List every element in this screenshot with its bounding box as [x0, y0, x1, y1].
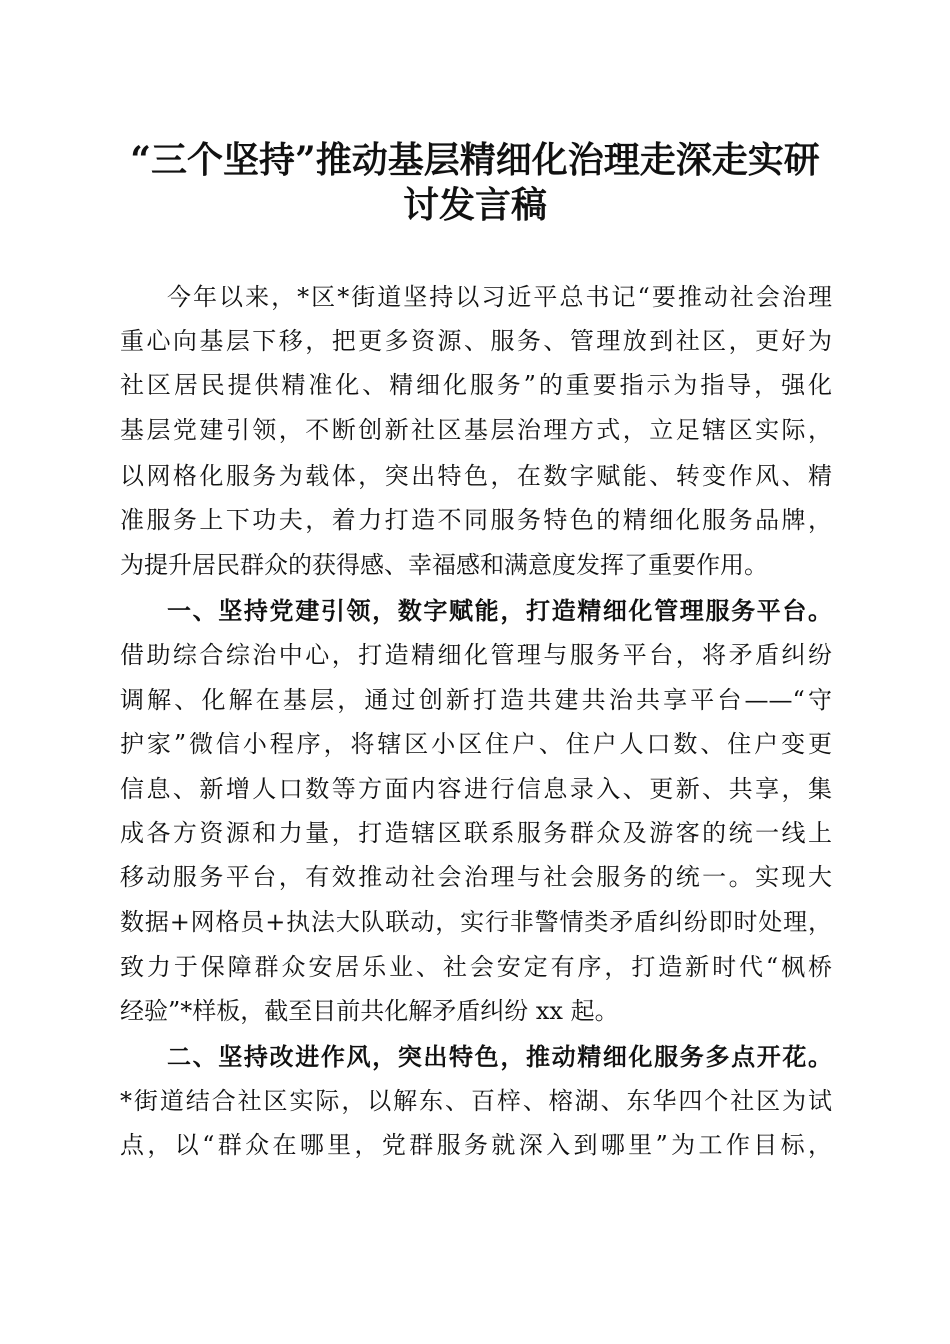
- section-heading: 二、坚持改进作风，突出特色，推动精细化服务多点开花。: [167, 1042, 832, 1071]
- paragraph-line: 护家”微信小程序，将辖区小区住户、住户人口数、住户变更: [120, 730, 832, 758]
- document-title-line-2: 讨发言稿: [402, 184, 547, 226]
- paragraph-line: 点，以“群众在哪里，党群服务就深入到哪里”为工作目标，: [120, 1131, 832, 1159]
- paragraph-line: *街道结合社区实际，以解东、百梓、榕湖、东华四个社区为试: [120, 1087, 832, 1115]
- paragraph-line: 成各方资源和力量，打造辖区联系服务群众及游客的统一线上: [120, 819, 832, 847]
- paragraph-line: 致力于保障群众安居乐业、社会安定有序，打造新时代“枫桥: [120, 953, 832, 981]
- paragraph-line: 基层党建引领，不断创新社区基层治理方式，立足辖区实际，: [120, 416, 832, 444]
- paragraph-line: 社区居民提供精准化、精细化服务”的重要指示为指导，强化: [120, 371, 832, 399]
- paragraph-line: 经验”*样板，截至目前共化解矛盾纠纷 xx 起。: [120, 997, 619, 1025]
- paragraph-line: 重心向基层下移，把更多资源、服务、管理放到社区，更好为: [120, 327, 832, 355]
- paragraph-line: 移动服务平台，有效推动社会治理与社会服务的统一。实现大: [120, 863, 832, 891]
- paragraph-line: 以网格化服务为载体，突出特色，在数字赋能、转变作风、精: [120, 462, 832, 490]
- paragraph-line: 借助综合综治中心，打造精细化管理与服务平台，将矛盾纠纷: [120, 641, 832, 669]
- paragraph-line: 今年以来，*区*街道坚持以习近平总书记“要推动社会治理: [167, 283, 832, 311]
- section-heading: 一、坚持党建引领，数字赋能，打造精细化管理服务平台。: [167, 596, 832, 625]
- paragraph-line: 准服务上下功夫，着力打造不同服务特色的精细化服务品牌，: [120, 506, 832, 534]
- paragraph-line: 为提升居民群众的获得感、幸福感和满意度发挥了重要作用。: [120, 551, 768, 579]
- paragraph-line: 调解、化解在基层，通过创新打造共建共治共享平台——“守: [120, 686, 832, 714]
- paragraph-line: 数据+网格员+执法大队联动，实行非警情类矛盾纠纷即时处理，: [120, 908, 832, 936]
- paragraph-line: 信息、新增人口数等方面内容进行信息录入、更新、共享，集: [120, 775, 832, 803]
- document-title-line-1: “三个坚持”推动基层精细化治理走深走实研: [130, 139, 820, 181]
